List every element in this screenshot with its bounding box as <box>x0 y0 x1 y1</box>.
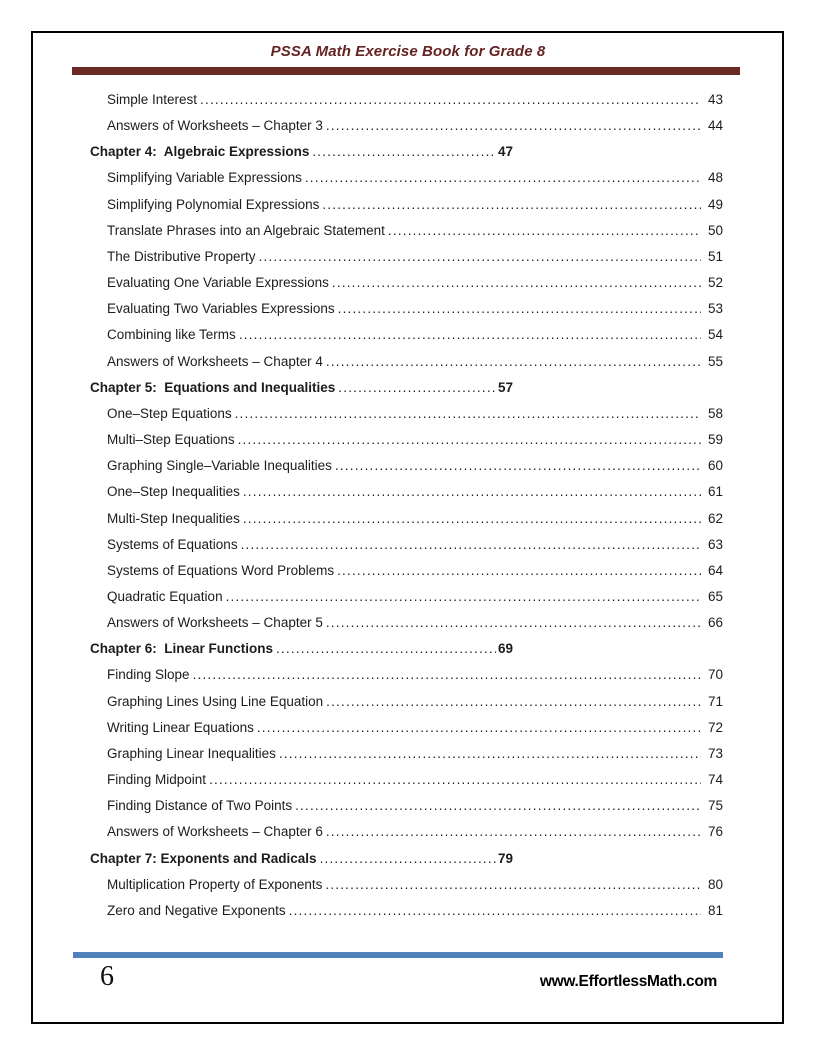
toc-entry-label: Multi-Step Inequalities <box>107 510 240 526</box>
toc-chapter-row <box>90 851 723 877</box>
toc-entry-label: Simple Interest <box>107 92 198 107</box>
toc-entry-row <box>90 537 723 563</box>
dot-leader <box>326 354 701 369</box>
toc-page-number: 43 <box>707 92 723 107</box>
toc-entry-label: Evaluating Two Variables Expressions <box>107 301 335 317</box>
toc-page-number: 65 <box>707 588 723 604</box>
toc-page-number: 52 <box>707 275 723 291</box>
dot-leader <box>279 746 701 761</box>
toc-page-number: 75 <box>707 798 723 814</box>
toc-entry-row <box>90 746 723 772</box>
dot-leader <box>239 327 701 342</box>
toc-entry-row <box>90 223 723 249</box>
dot-leader <box>388 223 701 238</box>
toc-page-number: 50 <box>707 222 723 238</box>
toc-entry-label: Quadratic Equation <box>107 588 223 604</box>
dot-leader <box>335 458 701 473</box>
dot-leader <box>322 197 701 212</box>
toc-entry-row <box>90 275 723 301</box>
toc-entry-label: Multi–Step Equations <box>107 432 235 448</box>
toc-page-number: 49 <box>707 196 723 212</box>
toc-page-number: 79 <box>497 850 513 866</box>
toc-chapter-label: Chapter 6: Linear Functions <box>90 641 274 657</box>
toc-entry-row <box>90 406 723 432</box>
toc-entry-row <box>90 92 723 118</box>
toc-entry-row <box>90 432 723 458</box>
toc-page-number: 62 <box>707 510 723 526</box>
toc-page-number: 48 <box>707 170 723 186</box>
toc-entry-row <box>90 903 723 929</box>
footer-rule <box>73 952 723 958</box>
toc-entry-label: One–Step Inequalities <box>107 484 240 500</box>
dot-leader <box>257 720 701 735</box>
toc-entry-label: Systems of Equations <box>107 536 238 552</box>
dot-leader <box>289 903 701 918</box>
dot-leader <box>276 641 496 656</box>
toc-page-number: 51 <box>707 248 723 264</box>
toc-entry-label: Answers of Worksheets – Chapter 6 <box>107 824 323 840</box>
toc-entry-label: Evaluating One Variable Expressions <box>107 275 329 291</box>
toc-entry-label: One–Step Equations <box>107 405 232 421</box>
dot-leader <box>326 694 701 709</box>
toc-page-number: 81 <box>707 902 723 918</box>
dot-leader <box>259 249 701 264</box>
dot-leader <box>193 667 701 682</box>
toc-entry-label: Writing Linear Equations <box>107 719 254 735</box>
toc-page-number: 69 <box>497 641 513 657</box>
toc-page-number: 58 <box>707 405 723 421</box>
toc-page-number: 47 <box>497 144 513 160</box>
dot-leader <box>332 275 701 290</box>
toc-entry-label: Graphing Lines Using Line Equation <box>107 693 324 709</box>
toc-page-number: 44 <box>707 118 723 134</box>
toc-page-number: 63 <box>707 536 723 552</box>
toc-entry-label: Graphing Linear Inequalities <box>107 745 276 761</box>
dot-leader <box>325 877 701 892</box>
toc-entry-row <box>90 694 723 720</box>
toc-page-number: 70 <box>707 667 723 683</box>
toc-entry-row <box>90 458 723 484</box>
toc-entry-row <box>90 772 723 798</box>
toc-entry-row <box>90 484 723 510</box>
toc-entry-row <box>90 667 723 693</box>
dot-leader <box>295 798 701 813</box>
toc-entry-label: Combining like Terms <box>107 327 236 343</box>
toc-entry-label: Multiplication Property of Exponents <box>107 876 323 892</box>
toc-page-number: 66 <box>707 615 723 631</box>
toc-page-number: 72 <box>707 719 723 735</box>
dot-leader <box>338 380 496 395</box>
dot-leader <box>226 589 701 604</box>
toc-entry-label: Translate Phrases into an Algebraic Statement <box>107 222 385 238</box>
toc-chapter-label: Chapter 4: Algebraic Expressions <box>90 144 310 160</box>
toc-entry-label: Answers of Worksheets – Chapter 3 <box>107 118 323 134</box>
toc-entry-label: Simplifying Polynomial Expressions <box>107 196 320 212</box>
toc-chapter-row <box>90 380 723 406</box>
toc-page-number: 74 <box>707 772 723 788</box>
toc-entry-label: The Distributive Property <box>107 248 256 264</box>
toc-entry-row <box>90 118 723 144</box>
toc-entry-row <box>90 511 723 537</box>
toc-entry-label: Finding Distance of Two Points <box>107 798 293 814</box>
dot-leader <box>241 537 701 552</box>
toc-chapter-label: Chapter 7: Exponents and Radicals <box>90 850 317 866</box>
dot-leader <box>338 301 701 316</box>
dot-leader <box>326 615 701 630</box>
toc-page-number: 53 <box>707 301 723 317</box>
toc-chapter-row <box>90 641 723 667</box>
toc-chapter-row <box>90 144 723 170</box>
toc-page-number: 57 <box>497 379 513 395</box>
toc-entry-row <box>90 197 723 223</box>
dot-leader <box>238 432 701 447</box>
toc-entry-row <box>90 354 723 380</box>
dot-leader <box>235 406 701 421</box>
dot-leader <box>326 118 701 133</box>
toc-entry-label: Answers of Worksheets – Chapter 4 <box>107 353 323 369</box>
toc-page-number: 73 <box>707 745 723 761</box>
toc-entry-row <box>90 563 723 589</box>
toc-entry-label: Systems of Equations Word Problems <box>107 562 335 578</box>
dot-leader <box>243 511 701 526</box>
toc-entry-row <box>90 824 723 850</box>
dot-leader <box>320 851 496 866</box>
header-rule <box>72 67 740 75</box>
toc-chapter-label: Chapter 5: Equations and Inequalities <box>90 379 336 395</box>
footer-page-number: 6 <box>100 961 114 992</box>
toc-entry-row <box>90 327 723 353</box>
toc-entry-label: Finding Midpoint <box>107 772 207 788</box>
dot-leader <box>243 484 701 499</box>
toc-page-number: 59 <box>707 432 723 448</box>
toc-entry-row <box>90 170 723 196</box>
toc-entry-row <box>90 720 723 746</box>
toc-entry-label: Finding Slope <box>107 667 190 683</box>
toc-entry-label: Simplifying Variable Expressions <box>107 170 302 186</box>
toc-entry-row <box>90 615 723 641</box>
toc-entry-label: Answers of Worksheets – Chapter 5 <box>107 615 323 631</box>
dot-leader <box>312 144 496 159</box>
toc-page-number: 76 <box>707 824 723 840</box>
toc-page-number: 60 <box>707 458 723 474</box>
toc-entry-label: Graphing Single–Variable Inequalities <box>107 458 332 474</box>
dot-leader <box>305 170 701 185</box>
dot-leader <box>209 772 701 787</box>
toc-entry-label: Zero and Negative Exponents <box>107 902 286 918</box>
toc-entry-row <box>90 301 723 327</box>
toc-page-number: 61 <box>707 484 723 500</box>
toc-entry-row <box>90 877 723 903</box>
toc-entry-row <box>90 589 723 615</box>
toc-page-number: 64 <box>707 562 723 578</box>
toc-page-number: 80 <box>707 876 723 892</box>
dot-leader <box>326 824 701 839</box>
footer-website-link[interactable]: www.EffortlessMath.com <box>539 973 717 990</box>
dot-leader <box>200 92 701 107</box>
toc <box>90 92 723 929</box>
toc-page-number: 54 <box>707 327 723 343</box>
toc-page-number: 55 <box>707 353 723 369</box>
toc-entry-row <box>90 249 723 275</box>
toc-entry-row <box>90 798 723 824</box>
page-title: PSSA Math Exercise Book for Grade 8 <box>270 43 546 60</box>
dot-leader <box>337 563 701 578</box>
toc-page-number: 71 <box>707 693 723 709</box>
